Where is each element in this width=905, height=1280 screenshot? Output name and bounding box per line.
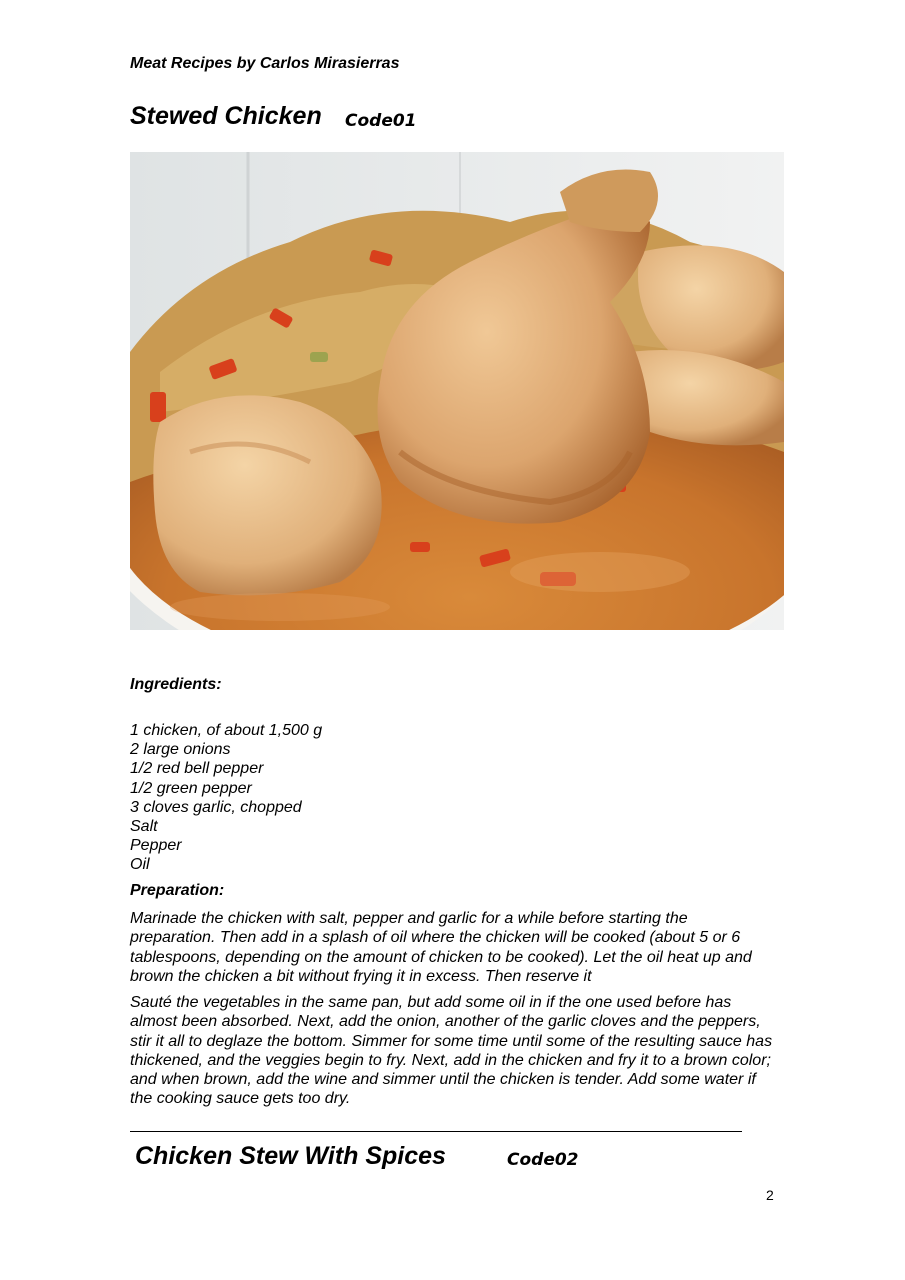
preparation-paragraph: Marinade the chicken with salt, pepper and garlic for a while before starting the preparation. Then add in a splash of oil where the chicken will be cooked (about 5 or 6 tablespoons, depending on the amount of chicken to be cooked). Let the oil heat up and brown the chicken a bit without frying it in excess. Then reserve it [130, 910, 752, 985]
recipe-photo [130, 152, 784, 630]
ingredient-item: 1/2 green pepper [130, 779, 252, 797]
ingredients-label: Ingredients: [130, 676, 222, 693]
preparation-label: Preparation: [130, 882, 225, 899]
ingredient-item: 2 large onions [130, 741, 231, 759]
recipe-title: Stewed Chicken [130, 102, 322, 130]
recipe-code: Code01 [345, 111, 417, 131]
ingredient-item: 3 cloves garlic, chopped [130, 798, 302, 816]
ingredient-item: Pepper [130, 837, 182, 855]
page-number: 2 [766, 1187, 774, 1203]
ingredient-item: 1 chicken, of about 1,500 g [130, 722, 323, 739]
ingredient-item: 1/2 red bell pepper [130, 760, 264, 778]
next-recipe-code: Code02 [507, 1150, 579, 1170]
document-header: Meat Recipes by Carlos Mirasierras [130, 55, 400, 72]
next-recipe-title: Chicken Stew With Spices [135, 1142, 446, 1170]
ingredient-item: Oil [130, 856, 150, 874]
preparation-paragraph: Sauté the vegetables in the same pan, but add some oil in if the one used before has almost been absorbed. Next, add the onion, another of the garlic cloves and the peppers, stir it all to deglaze the bottom. Simmer for some time until some of the resulting sauce has thickened, and the veggies begin to fry. Next, add in the chicken and fry it to a brown color; and when brown, add the wine and simmer until the chicken is tender. Add some water if the cooking sauce gets too dry. [130, 994, 773, 1108]
ingredients-list [130, 721, 322, 875]
section-divider [130, 1131, 742, 1132]
ingredient-item: Salt [130, 818, 158, 836]
